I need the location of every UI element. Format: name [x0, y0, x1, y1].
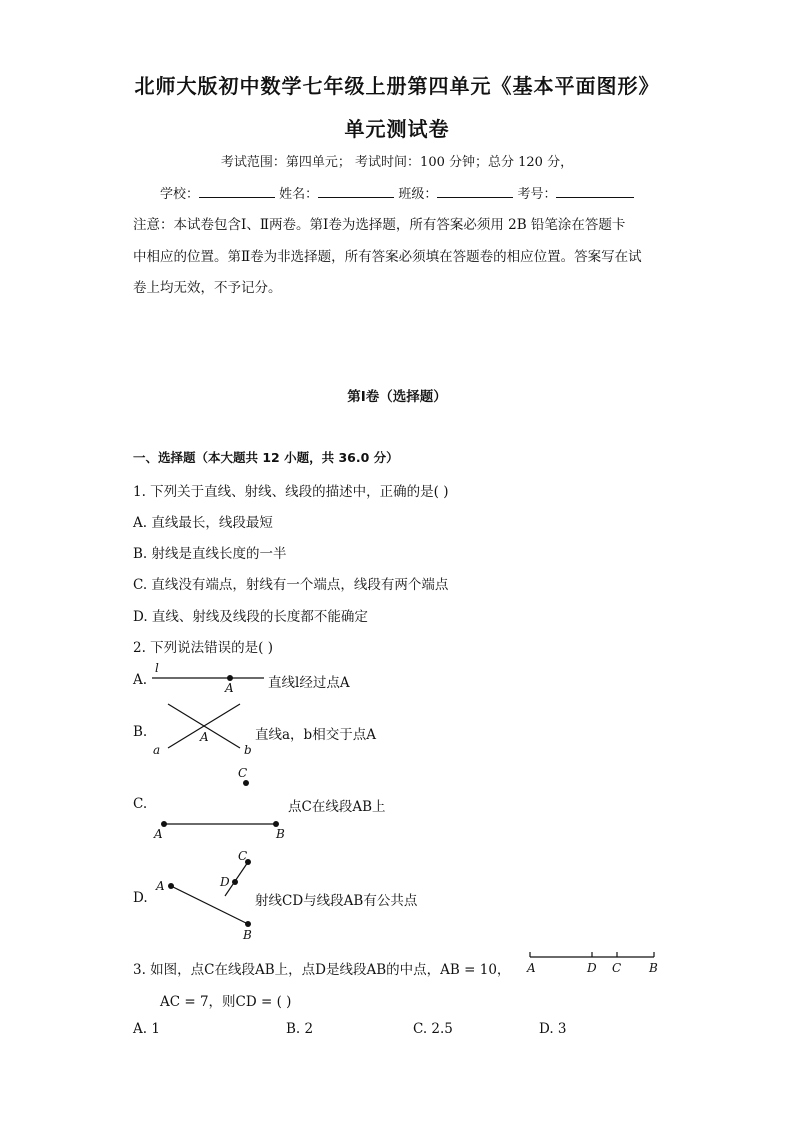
name-label: 姓名：	[279, 187, 319, 202]
exam-info: 考试范围：第四单元； 考试时间：100 分钟；总分 120 分，	[220, 155, 574, 170]
page-subtitle: 单元测试卷	[344, 117, 450, 141]
q2d-label-c: C	[238, 849, 248, 863]
part-heading: 一、选择题（本大题共 12 小题，共 36.0 分）	[133, 450, 399, 465]
q2c-label-a: A	[154, 827, 163, 841]
q3-option-b[interactable]: B. 2	[286, 1021, 314, 1037]
q2-option-b-figure	[148, 700, 258, 760]
q3-label-d: D	[587, 961, 597, 975]
q2-option-d-figure	[148, 848, 264, 944]
q2a-label-l: l	[155, 661, 159, 675]
q1-option-b[interactable]: B. 射线是直线长度的一半	[133, 546, 287, 562]
q2a-label-a: A	[225, 681, 234, 695]
q2-option-a-letter[interactable]: A.	[133, 672, 148, 688]
q3-label-b: B	[649, 961, 658, 975]
q2b-label-point-a: A	[200, 730, 209, 744]
q2d-label-a: A	[156, 879, 165, 893]
notice-line-3: 卷上均无效，不予记分。	[133, 280, 282, 296]
q3-stem-line-1: 3. 如图，点C在线段AB上，点D是线段AB的中点，AB = 10，	[133, 962, 511, 978]
q3-label-c: C	[612, 961, 622, 975]
page-title: 北师大版初中数学七年级上册第四单元《基本平面图形》	[134, 74, 660, 98]
q2-option-a-figure	[148, 660, 268, 696]
q1-option-c[interactable]: C. 直线没有端点，射线有一个端点，线段有两个端点	[133, 577, 449, 593]
q2-stem: 2. 下列说法错误的是( )	[133, 640, 273, 656]
class-label: 班级：	[398, 187, 438, 202]
name-blank[interactable]	[318, 184, 394, 198]
number-label: 考号：	[517, 187, 557, 202]
section-title: 第Ⅰ卷（选择题）	[347, 389, 447, 405]
q2-option-a-caption: 直线l经过点A	[268, 675, 350, 691]
q2c-label-c: C	[238, 766, 248, 780]
q1-option-a[interactable]: A. 直线最长，线段最短	[133, 515, 273, 531]
q3-option-a[interactable]: A. 1	[133, 1021, 160, 1037]
notice-line-1: 注意：本试卷包含Ⅰ、Ⅱ两卷。第Ⅰ卷为选择题，所有答案必须用 2B 铅笔涂在答题卡	[133, 217, 626, 233]
number-blank[interactable]	[556, 184, 634, 198]
q1-option-d[interactable]: D. 直线、射线及线段的长度都不能确定	[133, 609, 368, 625]
q3-option-d[interactable]: D. 3	[539, 1021, 567, 1037]
q2d-label-b: B	[243, 928, 252, 942]
q2c-label-b: B	[276, 827, 285, 841]
student-fields	[160, 183, 634, 202]
q2-option-c-caption: 点C在线段AB上	[288, 799, 386, 815]
q3-label-a: A	[527, 961, 536, 975]
class-blank[interactable]	[437, 184, 513, 198]
notice-line-2: 中相应的位置。第Ⅱ卷为非选择题，所有答案必须填在答题卷的相应位置。答案写在试	[133, 249, 642, 265]
q3-figure	[522, 946, 662, 976]
q2d-label-d: D	[220, 875, 230, 889]
q2-option-c-figure	[148, 764, 288, 842]
q2-option-b-caption: 直线a，b相交于点A	[255, 727, 376, 743]
q2-option-c-letter[interactable]: C.	[133, 796, 148, 812]
school-label: 学校：	[160, 187, 200, 202]
q2b-label-a: a	[153, 743, 161, 757]
q3-option-c[interactable]: C. 2.5	[413, 1021, 453, 1037]
q1-stem: 1. 下列关于直线、射线、线段的描述中，正确的是( )	[133, 484, 449, 500]
school-blank[interactable]	[199, 184, 275, 198]
q2-option-d-caption: 射线CD与线段AB有公共点	[255, 893, 418, 909]
q3-stem-line-2: AC = 7，则CD = ( )	[160, 994, 292, 1010]
q2b-label-b: b	[244, 743, 252, 757]
q2-option-d-letter[interactable]: D.	[133, 890, 148, 906]
q2-option-b-letter[interactable]: B.	[133, 724, 148, 740]
